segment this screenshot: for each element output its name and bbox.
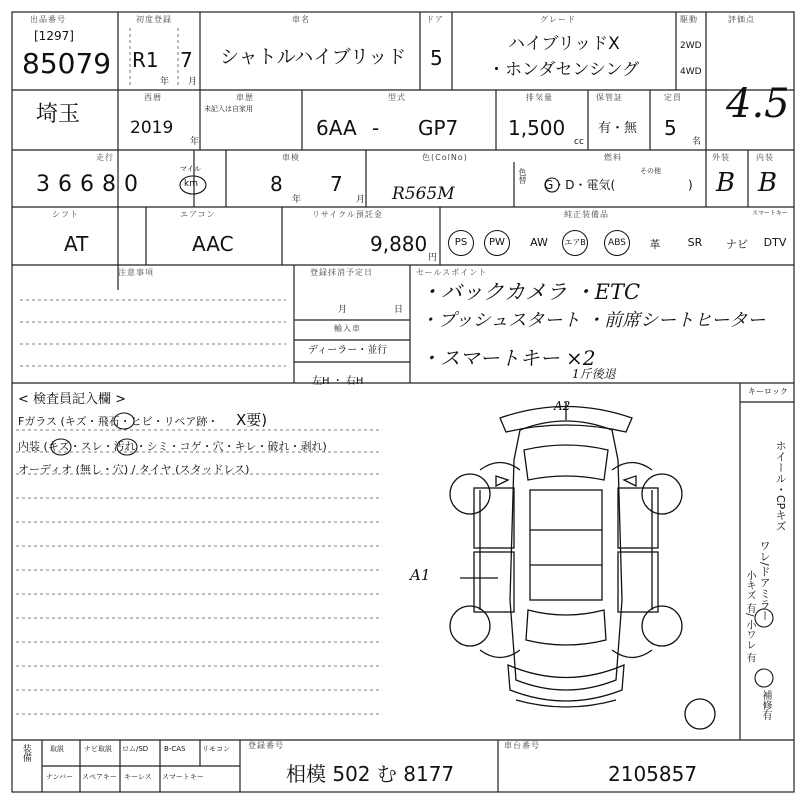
first-registration-era: R1 bbox=[132, 48, 159, 72]
shaken-year-unit: 年 bbox=[292, 195, 302, 205]
interior-grade: B bbox=[758, 168, 778, 198]
footer-item-manual: 取説 bbox=[50, 745, 64, 753]
color-code: R565M bbox=[392, 184, 455, 204]
footer-item-spare-key: スペアキー bbox=[82, 773, 117, 781]
mileage-digit: 6 bbox=[58, 172, 80, 197]
doors-header: ドア bbox=[426, 15, 444, 24]
chassis-history-header: 車歴 bbox=[236, 93, 254, 102]
windshield-line: Fガラス (キズ・飛石・ヒビ・リペア跡・ bbox=[18, 415, 219, 428]
model-name-header: 車名 bbox=[292, 15, 310, 24]
grade-line-2: ・ホンダセンシング bbox=[488, 60, 640, 80]
inspection-cert-header: 保管証 bbox=[596, 93, 623, 102]
footer-item-remote: リモコン bbox=[202, 745, 230, 753]
footer-item-smart-key: スマートキー bbox=[162, 773, 204, 781]
drive-header: 駆動 bbox=[680, 15, 698, 24]
mileage-digit: 3 bbox=[36, 172, 58, 197]
key-lock-label: キーロック bbox=[748, 387, 788, 396]
displacement-value: 1,500 bbox=[508, 116, 566, 140]
capacity-header: 定員 bbox=[664, 93, 682, 102]
fuel-header: 燃料 bbox=[604, 153, 622, 162]
right-column-mirror: ワレ/ドアミラー bbox=[758, 540, 772, 621]
steering-side: 左H ・ 右H bbox=[312, 376, 364, 387]
mileage-unit-km: km bbox=[184, 179, 198, 189]
inspection-cert-value: 有・無 bbox=[598, 121, 638, 136]
capacity-value: 5 bbox=[664, 116, 677, 140]
capacity-unit: 名 bbox=[692, 137, 702, 147]
equipment-navi: ナビ bbox=[726, 238, 748, 251]
equipment-abs: ABS bbox=[604, 230, 630, 256]
doors-value: 5 bbox=[430, 46, 443, 70]
auction-score: 4.5 bbox=[726, 81, 790, 127]
footer-item-keyless: キーレス bbox=[124, 773, 152, 781]
car-diagram bbox=[450, 399, 715, 729]
model-code-dash: - bbox=[372, 116, 380, 140]
equipment-ps: PS bbox=[448, 230, 474, 256]
mileage-header: 走行 bbox=[96, 153, 114, 162]
mileage-digits bbox=[36, 174, 146, 196]
color-change-label: 色替 bbox=[518, 168, 527, 184]
sales-point-2: ・プッシュスタート ・前席シートヒーター bbox=[420, 310, 766, 331]
sales-point-4: 1斤後退 bbox=[572, 367, 616, 381]
exterior-header: 外装 bbox=[712, 153, 730, 162]
chassis-number-header: 車台番号 bbox=[504, 741, 540, 750]
reg-expiry-header: 登録抹消予定日 bbox=[310, 268, 373, 277]
equipment-sunroof: SR bbox=[687, 236, 703, 249]
mileage-digit: 0 bbox=[124, 172, 146, 197]
fuel-close-paren: ) bbox=[688, 178, 693, 192]
windshield-flag: X要) bbox=[236, 411, 268, 429]
equipment-header: 純正装備品 bbox=[564, 210, 609, 219]
footer-item-navi-manual: ナビ取説 bbox=[84, 745, 112, 753]
aircon-value: AAC bbox=[192, 232, 234, 256]
fuel-other: その他 bbox=[640, 167, 661, 175]
right-column-small-damage: 小キズ 有/ 小ワレ 有 bbox=[744, 570, 755, 663]
mileage-digit: 8 bbox=[102, 172, 124, 197]
model-year-unit: 年 bbox=[190, 137, 200, 147]
damage-a2: A2 bbox=[554, 399, 571, 413]
shift-value: AT bbox=[64, 232, 89, 256]
first-registration-year-unit: 年 bbox=[160, 77, 170, 87]
smartkey-header: スマートキー bbox=[752, 210, 788, 217]
sales-point-3: ・スマートキー ×2 bbox=[420, 346, 596, 370]
shaken-month: 7 bbox=[330, 172, 343, 196]
sales-point-1: ・バックカメラ ・ETC bbox=[420, 280, 641, 304]
displacement-header: 排気量 bbox=[526, 93, 553, 102]
chassis-number: 2105857 bbox=[608, 762, 698, 786]
lot-number-header: 出品番号 bbox=[30, 15, 66, 24]
region: 埼玉 bbox=[36, 102, 81, 127]
interior-header: 内装 bbox=[756, 153, 774, 162]
plate-header: 登録番号 bbox=[248, 741, 284, 750]
exterior-grade: B bbox=[716, 168, 736, 198]
equipment-dtv: DTV bbox=[763, 236, 787, 249]
equipment-pw: PW bbox=[484, 230, 510, 256]
recycle-value: 9,880 bbox=[370, 232, 428, 256]
fuel-options: G・D・電気( bbox=[544, 178, 616, 192]
color-header: 色(ColNo) bbox=[422, 153, 468, 162]
reg-expiry-day: 日 bbox=[394, 305, 404, 315]
lot-number: 85079 bbox=[22, 47, 112, 80]
recycle-unit: 円 bbox=[428, 253, 438, 263]
footer-item-number: ナンバー bbox=[46, 773, 74, 781]
model-code-suffix: GP7 bbox=[418, 116, 459, 140]
grade-line-1: ハイブリッドX bbox=[508, 34, 620, 54]
shaken-year: 8 bbox=[270, 172, 283, 196]
shift-header: シフト bbox=[52, 210, 79, 219]
interior-line: 内装 (キズ・スレ・汚れ・シミ・コゲ・穴・キレ・破れ・剥れ) bbox=[18, 440, 327, 453]
plate-number: 相模 502 む 8177 bbox=[286, 762, 455, 786]
reg-expiry-month: 月 bbox=[338, 305, 348, 315]
year-header: 西暦 bbox=[144, 93, 162, 102]
inspection-header: < 検査員記入欄 > bbox=[18, 392, 127, 407]
model-code-prefix: 6AA bbox=[316, 116, 357, 140]
model-name: シャトルハイブリッド bbox=[220, 46, 407, 68]
displacement-unit: cc bbox=[574, 137, 584, 147]
score-header: 評価点 bbox=[728, 15, 755, 24]
first-registration-month: 7 bbox=[180, 48, 193, 72]
import-header: 輸入車 bbox=[334, 324, 361, 333]
chassis-history-note: 未記入は自家用 bbox=[204, 105, 253, 113]
model-code-header: 型式 bbox=[388, 93, 406, 102]
first-registration-month-unit: 月 bbox=[188, 77, 198, 87]
first-registration-header: 初度登録 bbox=[136, 15, 172, 24]
shaken-header: 車検 bbox=[282, 153, 300, 162]
footer-section-label: 装備 bbox=[20, 744, 31, 762]
sales-points-header: セールスポイント bbox=[416, 268, 488, 277]
equipment-aw: AW bbox=[530, 236, 548, 249]
right-column-repair: 補修有 bbox=[760, 690, 771, 720]
footer-item-rom-sd: ロム/SD bbox=[122, 745, 149, 753]
caution-header: 注意事項 bbox=[118, 268, 154, 277]
model-year: 2019 bbox=[130, 118, 174, 138]
aircon-header: エアコン bbox=[180, 210, 216, 219]
mileage-digit: 6 bbox=[80, 172, 102, 197]
drive-2wd: 2WD bbox=[680, 41, 702, 51]
shaken-month-unit: 月 bbox=[356, 195, 366, 205]
recycle-header: リサイクル預託金 bbox=[312, 210, 383, 219]
lot-bracket: [1297] bbox=[34, 29, 74, 43]
mileage-unit-mile: マイル bbox=[180, 165, 201, 173]
footer-item-bcas: B-CAS bbox=[164, 745, 186, 753]
drive-4wd: 4WD bbox=[680, 67, 702, 77]
equipment-airbag: エアB bbox=[562, 230, 588, 256]
right-column-wheel: ホイール・CPキズ bbox=[774, 440, 788, 532]
grade-header: グレード bbox=[540, 15, 576, 24]
audio-tire-line: オーディオ (無し・穴) / タイヤ (スタッドレス) bbox=[18, 463, 250, 476]
equipment-leather: 革 bbox=[649, 238, 661, 251]
dealer-parallel: ディーラー・並行 bbox=[308, 345, 388, 356]
damage-a1: A1 bbox=[410, 566, 431, 584]
